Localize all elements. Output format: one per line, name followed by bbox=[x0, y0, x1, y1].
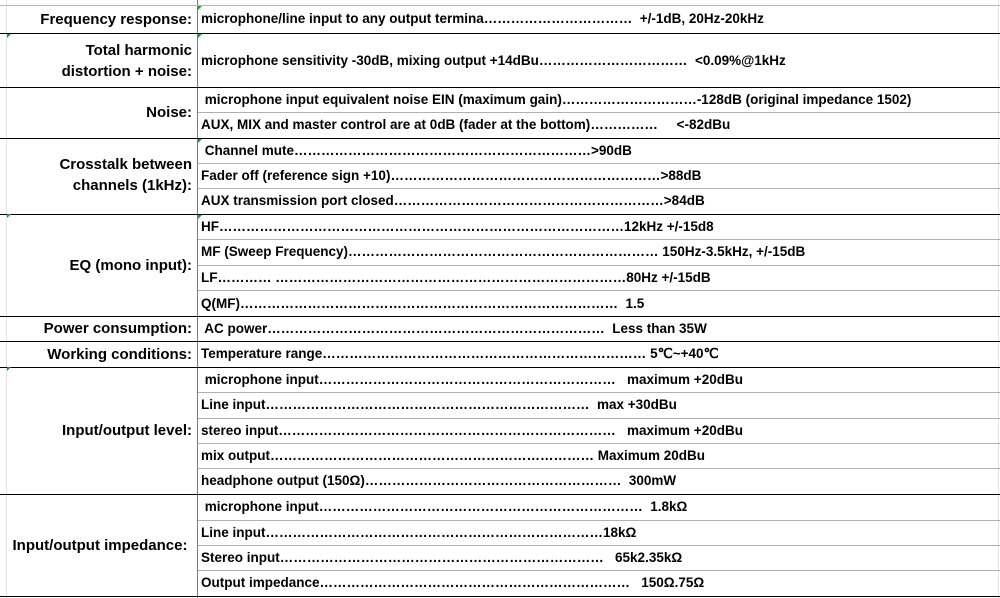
spec-name: microphone sensitivity -30dB, mixing output +14dBu bbox=[201, 53, 539, 68]
spec-row bbox=[201, 316, 707, 341]
spec-name: Line input bbox=[201, 525, 266, 540]
spec-row bbox=[201, 545, 682, 570]
section-border bbox=[0, 596, 1000, 597]
spec-value: >88dB bbox=[660, 168, 702, 183]
spec-value: +/-1dB, 20Hz-20kHz bbox=[639, 11, 764, 26]
spec-row bbox=[201, 265, 711, 290]
spec-dots: …………………………… bbox=[538, 53, 688, 68]
spec-dots: ………………………………………………………… bbox=[318, 372, 616, 387]
label-working-conditions: Working conditions: bbox=[47, 345, 192, 363]
spec-row bbox=[201, 418, 743, 443]
spec-value: maximum +20dBu bbox=[627, 423, 743, 438]
spec-name: MF (Sweep Frequency) bbox=[201, 244, 349, 259]
spec-dots: ………………………… bbox=[561, 92, 697, 107]
label-eq: EQ (mono input): bbox=[69, 256, 192, 274]
spec-name: microphone/line input to any output termina bbox=[201, 11, 484, 26]
cell-marker bbox=[198, 6, 202, 10]
spec-value: 1.8kΩ bbox=[650, 499, 688, 514]
spec-name: Q(MF) bbox=[201, 296, 240, 311]
spec-dots: ……………………………………………………………… bbox=[322, 346, 647, 361]
spec-row bbox=[201, 367, 743, 392]
spec-dots: ……………………………………………………………… bbox=[270, 448, 594, 463]
spec-row bbox=[201, 341, 719, 366]
spec-row bbox=[201, 6, 764, 31]
spec-dots: …………… bbox=[590, 117, 658, 132]
spec-dots: ………………………………………………………………… bbox=[278, 423, 616, 438]
cell-marker bbox=[198, 215, 202, 219]
spec-row bbox=[201, 494, 687, 519]
spec-row bbox=[201, 443, 705, 468]
cell-marker bbox=[198, 139, 202, 143]
spec-value: 150Hz-3.5kHz, +/-15dB bbox=[662, 244, 806, 259]
spec-value: 300mW bbox=[628, 473, 677, 488]
spec-dots: ………………………………………………………………… bbox=[265, 525, 603, 540]
spec-name: stereo input bbox=[201, 423, 279, 438]
spec-value: max +30dBu bbox=[597, 397, 677, 412]
label-thd-noise: Total harmonic distortion + noise: bbox=[61, 42, 192, 80]
cell-marker bbox=[198, 34, 202, 38]
spec-value: 65k2.35kΩ bbox=[615, 550, 683, 565]
spec-value: 150Ω.75Ω bbox=[641, 575, 705, 590]
spec-name: microphone input bbox=[204, 372, 319, 387]
spec-value: maximum +20dBu bbox=[627, 372, 743, 387]
spec-name: LF bbox=[201, 270, 218, 285]
spec-dots: ………………………………………………………………… bbox=[267, 321, 605, 336]
spec-value: Less than 35W bbox=[612, 321, 707, 336]
spec-name: microphone input bbox=[204, 499, 319, 514]
spec-row bbox=[201, 468, 676, 493]
sheet-gridline bbox=[998, 0, 999, 598]
spec-name: headphone output (150Ω) bbox=[201, 473, 365, 488]
cell-marker bbox=[7, 34, 11, 38]
spec-dots: ……………………………………………………………… bbox=[279, 550, 604, 565]
spec-name: AUX, MIX and master control are at 0dB (fader at the bottom) bbox=[201, 117, 591, 132]
cell-marker bbox=[7, 367, 11, 371]
spec-name: AUX transmission port closed bbox=[201, 193, 394, 208]
spec-value: 18kΩ bbox=[603, 525, 637, 540]
spec-row bbox=[201, 188, 705, 213]
spec-value: 80Hz +/-15dB bbox=[626, 270, 711, 285]
label-noise: Noise: bbox=[146, 104, 192, 121]
label-input-output-impedance: Input/output impedance: bbox=[12, 536, 188, 554]
spec-name: mix output bbox=[201, 448, 270, 463]
spec-dots: …………………………… bbox=[483, 11, 633, 26]
spec-dots: …………………………………………………………… bbox=[348, 244, 659, 259]
spec-dots: …………………………………………………… bbox=[390, 168, 661, 183]
spec-dots: ……………………………………………………………………………… bbox=[219, 219, 624, 234]
label-crosstalk: Crosstalk between channels (1kHz): bbox=[59, 156, 192, 194]
cell-marker bbox=[7, 214, 11, 218]
spec-value: 1.5 bbox=[625, 296, 645, 311]
spec-dots: ………………………………………………………………………… bbox=[239, 296, 618, 311]
spec-name: microphone input equivalent noise EIN (maximum gain) bbox=[204, 92, 562, 107]
spec-name: Line input bbox=[201, 397, 266, 412]
spec-value: Maximum 20dBu bbox=[597, 448, 706, 463]
spec-dots: ………………………………………………………… bbox=[294, 143, 592, 158]
spec-row bbox=[201, 239, 805, 264]
spec-dots: …………………………………………………… bbox=[393, 193, 664, 208]
spec-dots: ……………………………………………………………… bbox=[318, 499, 643, 514]
spec-dots: ………… …………………………………………………………………… bbox=[217, 270, 627, 285]
spec-row bbox=[201, 214, 714, 239]
spec-row bbox=[201, 48, 786, 73]
spec-value: >90dB bbox=[591, 143, 632, 158]
spec-row bbox=[201, 570, 704, 595]
spec-name: Temperature range bbox=[201, 346, 323, 361]
spec-name: HF bbox=[201, 219, 219, 234]
label-frequency-response: Frequency response: bbox=[40, 10, 192, 28]
label-power-consumption: Power consumption: bbox=[43, 320, 192, 337]
spec-dots: ………………………………………………… bbox=[364, 473, 622, 488]
spec-row bbox=[201, 291, 644, 316]
label-input-output-level: Input/output level: bbox=[62, 422, 192, 439]
spec-value: 5℃~+40℃ bbox=[650, 346, 719, 361]
spec-row bbox=[201, 392, 677, 417]
spec-value: -128dB (original impedance 1502) bbox=[696, 92, 912, 107]
spec-value: <0.09%@1kHz bbox=[694, 53, 786, 68]
spec-dots: ……………………………………………………………… bbox=[265, 397, 590, 412]
spec-name: Fader off (reference sign +10) bbox=[201, 168, 391, 183]
section-border bbox=[0, 33, 1000, 34]
spec-value: 12kHz +/-15d8 bbox=[624, 219, 714, 234]
spec-value: >84dB bbox=[663, 193, 705, 208]
spec-name: Channel mute bbox=[204, 143, 295, 158]
spec-row bbox=[201, 163, 701, 188]
spec-name: Stereo input bbox=[201, 550, 280, 565]
spec-row bbox=[201, 138, 632, 163]
spec-row bbox=[201, 520, 636, 545]
spec-name: AC power bbox=[204, 321, 268, 336]
spec-value: <-82dBu bbox=[676, 117, 731, 132]
spec-row bbox=[201, 87, 911, 112]
spec-row bbox=[201, 112, 730, 137]
spec-name: Output impedance bbox=[201, 575, 320, 590]
spec-dots: …………………………………………………………… bbox=[319, 575, 631, 590]
column-divider bbox=[197, 0, 198, 598]
